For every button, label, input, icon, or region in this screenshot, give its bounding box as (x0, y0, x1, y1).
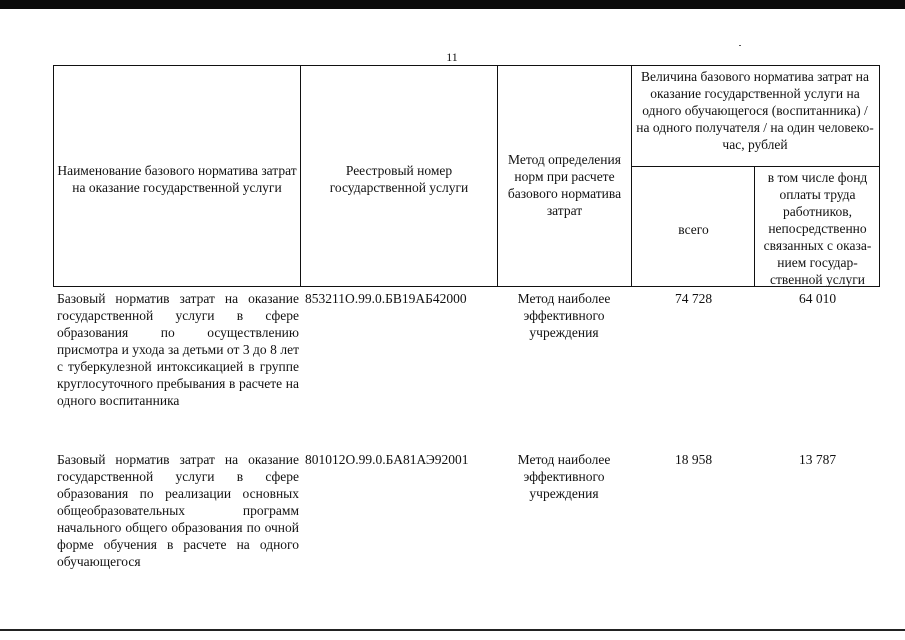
row-method: Метод наиболее эффективного учреждения (517, 452, 611, 501)
row-service-name: Базовый норматив затрат на оказание государственной услуги в сфере образования по осуществлению присмотра и ухода за детьми от 3 до 8 лет с туберкулезной интоксикацией в группе круглосуточного пребывания в расчете на одного воспитанника (57, 291, 299, 408)
header-col-method: Метод определения норм при расчете базового норматива затрат (507, 152, 622, 218)
header-col-total: всего (678, 222, 709, 237)
row-wage-fund: 64 010 (798, 291, 837, 306)
row-method: Метод наиболее эффективного учреждения (517, 291, 611, 340)
row-service-name: Базовый норматив затрат на оказание государственной услуги в сфере образования по реализации основных общеобразовательных программ начального общего образования по очной форме обучения в расчете на одного обучающегося (57, 452, 299, 569)
page-number: 11 (446, 50, 458, 64)
row-total: 74 728 (674, 291, 713, 306)
scan-speck (739, 45, 741, 46)
row-registry-code: 853211О.99.0.БВ19АБ42000 (305, 291, 467, 306)
row-registry-code: 801012О.99.0.БА81АЭ92001 (305, 452, 469, 467)
header-col-wage-fund: в том числе фонд оплаты труда работников, непосредственно связанных с оказа-нием государ-ственной услуги (763, 170, 872, 287)
row-total: 18 958 (674, 452, 713, 467)
row-wage-fund: 13 787 (798, 452, 837, 467)
header-col-registry-number: Реестровый номер государственной услуги (329, 163, 469, 195)
scan-bottom-border (0, 629, 905, 631)
scan-top-border (0, 0, 905, 9)
header-col-norm-value-group: Величина базового норматива затрат на оказание государственной услуги на одного обучающегося (воспитанника) / на одного получателя / на один человеко-час, рублей (636, 69, 874, 152)
header-col-name: Наименование базового норматива затрат на оказание государственной услуги (57, 163, 297, 195)
